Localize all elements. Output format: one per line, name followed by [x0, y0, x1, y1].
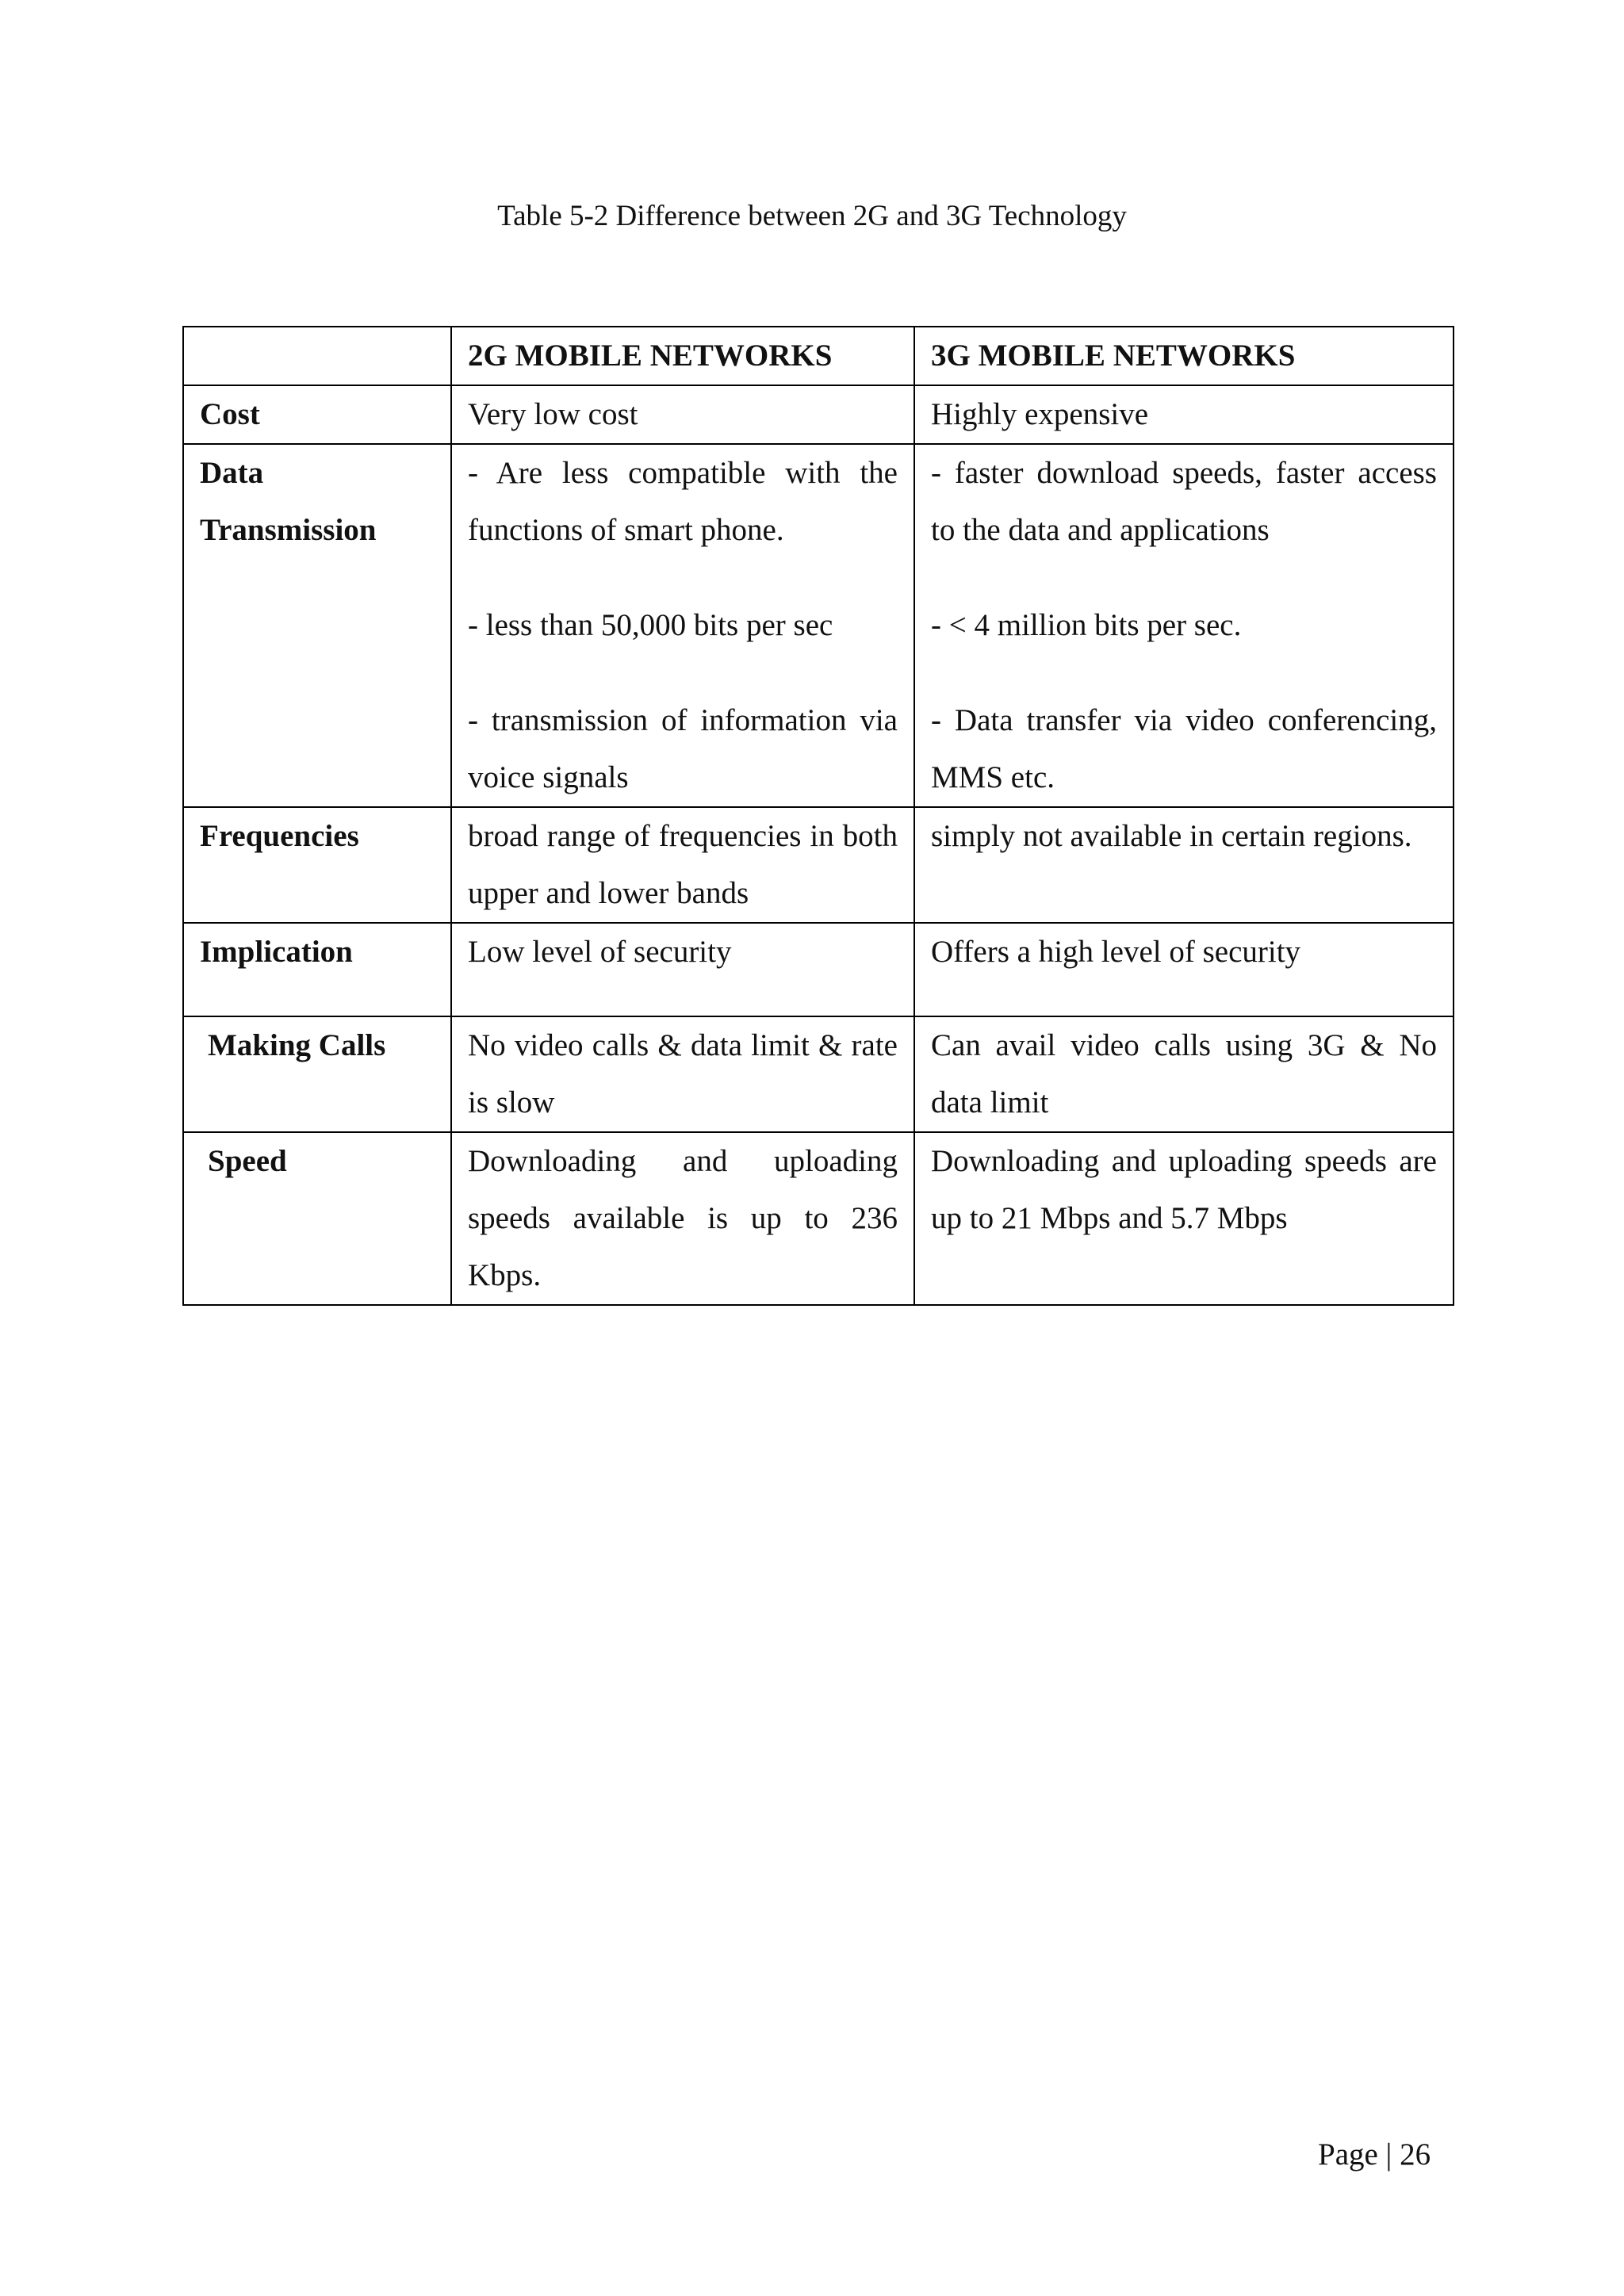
row-label-frequencies: Frequencies — [183, 807, 451, 923]
table-row-data-transmission — [183, 444, 1454, 807]
comparison-table — [182, 326, 1454, 1306]
cell-2g-data-transmission — [451, 444, 914, 807]
cell-paragraph: - Are less compatible with the functions of smart phone. — [468, 456, 898, 547]
cell-2g-speed: Downloading and uploading speeds available is up to 236 Kbps. — [451, 1132, 914, 1305]
table-row-making-calls — [183, 1016, 1454, 1132]
cell-3g-data-transmission — [914, 444, 1454, 807]
cell-3g-frequencies: simply not available in certain regions. — [914, 807, 1454, 923]
header-3g: 3G MOBILE NETWORKS — [914, 327, 1454, 385]
cell-2g-implication: Low level of security — [451, 923, 914, 1016]
table-header-row — [183, 327, 1454, 385]
row-label-line: Transmission — [200, 513, 377, 547]
cell-paragraph: - Data transfer via video conferencing, MMS etc. — [931, 703, 1437, 794]
cell-paragraph: - transmission of information via voice signals — [468, 703, 898, 794]
row-label-line: Data — [200, 456, 264, 490]
page-number: Page | 26 — [1318, 2137, 1431, 2172]
row-label-implication: Implication — [183, 923, 451, 1016]
table-row-speed — [183, 1132, 1454, 1305]
table-row-cost — [183, 385, 1454, 444]
table-row-implication — [183, 923, 1454, 1016]
cell-3g-making-calls: Can avail video calls using 3G & No data limit — [914, 1016, 1454, 1132]
row-label-data-transmission — [183, 444, 451, 807]
row-label-making-calls: Making Calls — [183, 1016, 451, 1132]
cell-3g-speed: Downloading and uploading speeds are up to 21 Mbps and 5.7 Mbps — [914, 1132, 1454, 1305]
table-row-frequencies — [183, 807, 1454, 923]
header-empty-cell — [183, 327, 451, 385]
cell-paragraph: - faster download speeds, faster access to the data and applications — [931, 456, 1437, 547]
cell-3g-cost: Highly expensive — [914, 385, 1454, 444]
cell-3g-implication: Offers a high level of security — [914, 923, 1454, 1016]
table-caption: Table 5-2 Difference between 2G and 3G Technology — [497, 200, 1127, 232]
cell-2g-making-calls: No video calls & data limit & rate is slow — [451, 1016, 914, 1132]
row-label-speed: Speed — [183, 1132, 451, 1305]
cell-2g-cost: Very low cost — [451, 385, 914, 444]
cell-paragraph: - < 4 million bits per sec. — [931, 608, 1242, 642]
cell-2g-frequencies: broad range of frequencies in both upper and lower bands — [451, 807, 914, 923]
cell-paragraph: - less than 50,000 bits per sec — [468, 608, 833, 642]
row-label-cost: Cost — [183, 385, 451, 444]
header-2g: 2G MOBILE NETWORKS — [451, 327, 914, 385]
